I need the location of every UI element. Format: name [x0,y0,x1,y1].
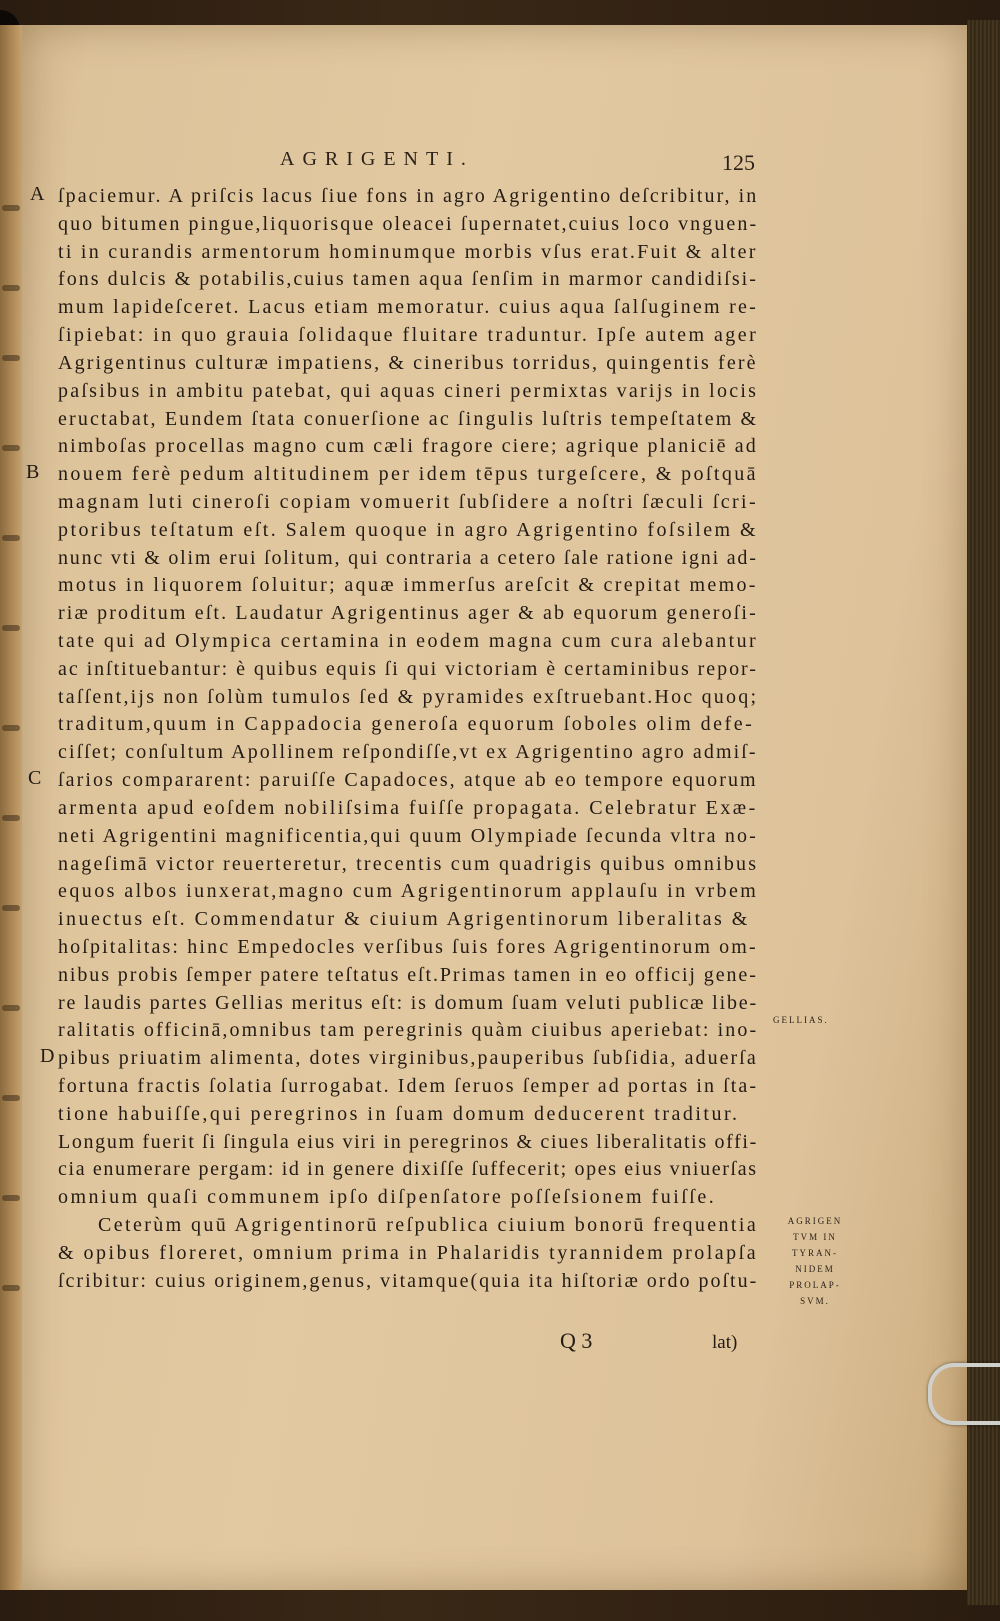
marginal-line: TYRAN- [792,1248,838,1258]
text-line: fons dulcis & potabilis,cuius tamen aqua ſenſim in marmor candidiſsi- [58,268,758,291]
marginal-line: AGRIGEN [787,1216,843,1226]
page-number: 125 [722,150,755,175]
text-line: quo bitumen pingue,liquorisque oleacei ſupernatet,cuius loco vnguen- [58,212,759,235]
text-line: & opibus floreret, omnium prima in Phalaridis tyrannidem prolapſa [58,1241,759,1264]
text-line: ſipiebat: in quo grauia ſolidaque fluitare traduntur. Ipſe autem ager [58,324,759,347]
text-line: inuectus eſt. Commendatur & ciuium Agrigentinorum liberalitas & [58,908,750,931]
text-line: paſsibus in ambitu patebat, qui aquas cineri permixtas varijs in locis [58,379,759,402]
body-text [58,183,758,1296]
text-line: magnam luti cineroſi copiam vomuerit ſubſidere a noſtri ſæculi ſcri- [58,490,759,513]
metal-clip [928,1363,1000,1425]
text-line: hoſpitalitas: hinc Empedocles verſibus ſuis fores Agrigentinorum om- [58,935,758,958]
text-line: nimboſas procellas magno cum cæli fragore ciere; agrique planiciē ad [58,435,758,458]
text-line: riæ proditum eſt. Laudatur Agrigentinus ager & ab equorum generoſi- [58,602,758,625]
text-line: armenta apud eoſdem nobiliſsima fuiſſe propagata. Celebratur Exæ- [58,796,758,819]
text-line: ti in curandis armentorum hominumque morbis vſus erat.Fuit & alter [58,240,758,263]
marginal-line: TVM IN [793,1232,837,1242]
text-line: nageſimā victor reuerteretur, trecentis cum quadrigis quibus omnibus [58,852,759,875]
marginal-line: NIDEM [795,1264,835,1274]
text-line: nibus probis ſemper patere teſtatus eſt.Primas tamen in eo officij gene- [58,963,758,986]
section-marker-c: C [28,767,42,789]
text-line: ſpaciemur. A priſcis lacus ſiue fons in agro Agrigentino deſcribitur, in [58,185,759,207]
facing-page-edge [0,25,24,1590]
text-line: Longum fuerit ſi ſingula eius viri in peregrinos & ciues liberalitatis offi- [58,1130,758,1153]
signature-mark: Q 3 [560,1328,593,1353]
text-line: traditum,quum in Cappadocia generoſa equorum ſoboles olim defe- [58,713,755,736]
text-line: equos albos iunxerat,magno cum Agrigentinorum applauſu in vrbem [58,880,759,903]
text-line: ac inſtituebantur: è quibus equis ſi qui victoriam è certaminibus repor- [58,657,758,680]
text-line: tione habuiſſe,qui peregrinos in ſuam domum deducerent traditur. [58,1102,740,1125]
text-line: pibus priuatim alimenta, dotes virginibus,pauperibus ſubſidia, aduerſa [58,1047,758,1070]
text-line: ſcribitur: cuius originem,genus, vitamque(quia ita hiſtoriæ ordo poſtu- [58,1269,759,1292]
text-line: neti Agrigentini magnificentia,qui quum Olympiade ſecunda vltra no- [58,824,758,847]
text-line: fortuna fractis ſolatia ſurrogabat. Idem ſeruos ſemper ad portas in ſta- [58,1075,759,1097]
text-line: eructabat, Eundem ſtata conuerſione ac ſingulis luſtris tempeſtatem & [58,407,759,430]
text-line: re laudis partes Gellias meritus eſt: is domum ſuam veluti publicæ libe- [58,991,758,1014]
text-line: Ceterùm quū Agrigentinorū reſpublica ciuium bonorū frequentia [98,1214,759,1237]
text-line: taſſent,ijs non ſolùm tumulos ſed & pyramides exſtruebant.Hoc quoq; [58,685,759,708]
text-line: nouem ferè pedum altitudinem per idem tēpus turgeſcere, & poſtquā [58,463,758,486]
marginal-line: SVM. [800,1296,830,1306]
text-line: mum lapideſceret. Lacus etiam memoratur. cuius aqua ſalſuginem re- [58,296,759,319]
running-head: AGRIGENTI. [280,148,474,170]
text-line: ralitatis officinā,omnibus tam peregrinis quàm ciuibus aperiebat: ino- [58,1019,759,1042]
text-line: ptoribus teſtatum eſt. Salem quoque in agro Agrigentino foſsilem & [58,518,759,541]
marginal-note-gellias: GELLIAS. [773,1015,829,1025]
marginal-line: PROLAP- [789,1280,841,1290]
section-marker-b: B [26,461,40,483]
section-marker-d: D [40,1045,55,1067]
text-line: cia enumerare pergam: id in genere dixiſſe ſuffecerit; opes eius vniuerſas [58,1158,758,1181]
text-line: omnium quaſi communem ipſo diſpenſatore poſſeſsionem fuiſſe. [58,1186,717,1209]
text-line: ſarios compararent: paruiſſe Capadoces, atque ab eo tempore equorum [58,769,758,792]
catchword: lat) [712,1332,738,1353]
text-line: ciſſet; conſultum Apollinem reſpondiſſe,vt ex Agrigentino agro admiſ- [58,741,758,764]
text-line: nunc vti & olim erui ſolitum, qui contraria a cetero ſale ratione igni ad- [58,546,758,569]
text-line: motus in liquorem ſoluitur; aquæ immerſus areſcit & crepitat memo- [58,574,758,597]
text-line: Agrigentinus culturæ impatiens, & cineribus torridus, quingentis ferè [58,351,758,374]
marginal-note-agrigentum [772,1213,858,1309]
text-line: tate qui ad Olympica certamina in eodem magna cum cura alebantur [58,630,759,652]
section-marker-a: A [30,183,45,205]
